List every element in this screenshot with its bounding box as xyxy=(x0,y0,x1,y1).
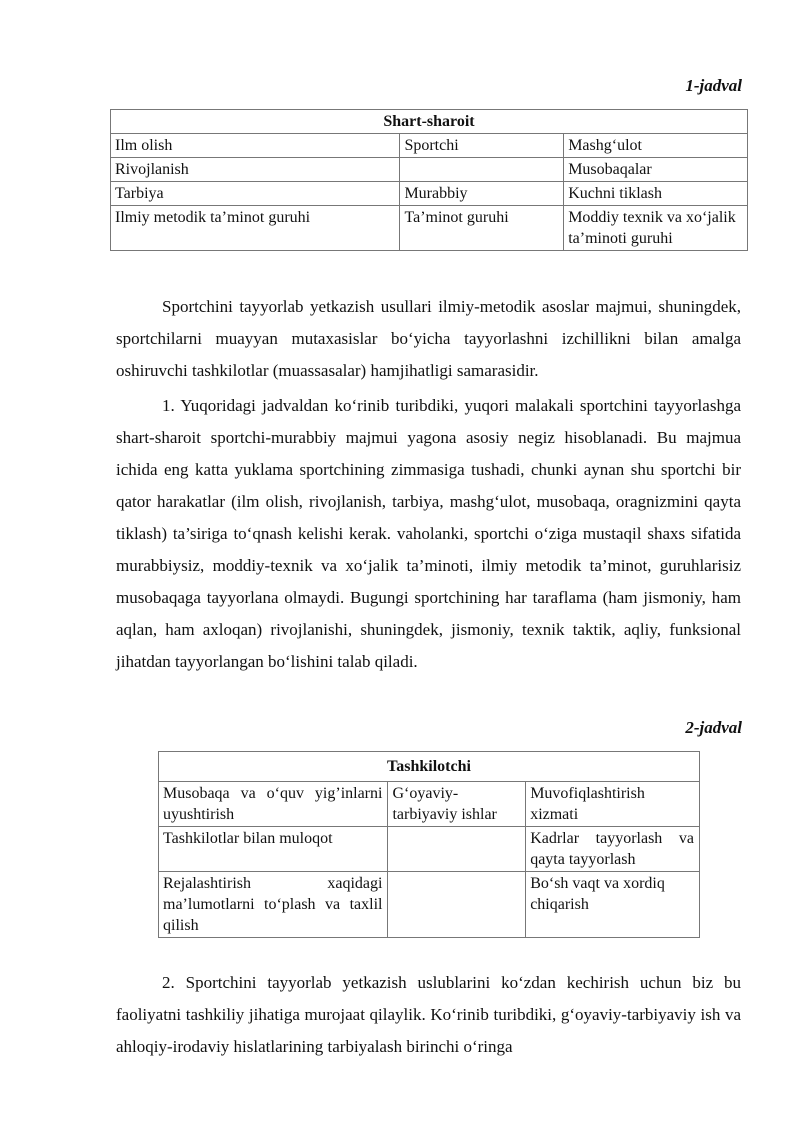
table-row xyxy=(159,782,700,827)
table1-caption: 1-jadval xyxy=(685,76,742,95)
paragraph-1: Sportchini tayyorlab yetkazish usullari ilmiy-metodik asoslar majmui, shuningdek, sportchilarni muayyan mutaxasislar bo‘yicha tayyorlashni izchillikni bilan amalga oshiruvchi tashkilotlar (muassasalar) hamjihatligi samarasidir. xyxy=(116,297,741,380)
table-cell: Ilm olish xyxy=(111,134,400,158)
paragraph-2: 1. Yuqoridagi jadvaldan ko‘rinib turibdiki, yuqori malakali sportchini tayyorlashga shart-sharoit sportchi-murabbiy majmui yagona asosiy negiz hisoblanadi. Bu majmua ichida eng katta yuklama sportchining zimmasiga tushadi, chunki aynan shu sportchi bir qator harakatlar (ilm olish, rivojlanish, tarbiya, mashg‘ulot, musobaqa, oragnizmini qayta tiklash) ta’siriga to‘qnash kelishi kerak. vaholanki, sportchi o‘ziga mustaqil shaxs sifatida murabbiysiz, moddiy-texnik va xo‘jalik ta’minoti, ilmiy metodik ta’minot, guruhlarisiz musobaqaga tayyorlana olmaydi. Bugungi sportchining har taraflama (ham jismoniy, ham aqlan, ham axloqan) rivojlanishi, shuningdek, jismoniy, texnik taktik, aqliy, funksional jihatdan tayyorlangan bo‘lishini talab qiladi. xyxy=(116,396,741,671)
paragraph-3: 2. Sportchini tayyorlab yetkazish uslublarini ko‘zdan kechirish uchun biz bu faoliyatni tashkiliy jihatiga murojaat qilaylik. Ko‘rinib turibdiki, g‘oyaviy-tarbiyaviy ish va ahloqiy-irodaviy hislatlarining tarbiyalash birinchi o‘ringa xyxy=(116,973,741,1056)
table-row xyxy=(159,827,700,872)
table1 xyxy=(110,109,748,251)
table-cell: Musobaqa va o‘quv yig’inlarni uyushtirish xyxy=(159,782,388,827)
table2-header: Tashkilotchi xyxy=(159,752,700,782)
table-cell: Tarbiya xyxy=(111,182,400,206)
table-row xyxy=(111,206,748,251)
table-cell: Tashkilotlar bilan muloqot xyxy=(159,827,388,872)
table-row xyxy=(111,158,748,182)
table1-header: Shart-sharoit xyxy=(111,110,748,134)
table-row xyxy=(111,134,748,158)
table-cell: Kadrlar tayyorlash va qayta tayyorlash xyxy=(526,827,700,872)
table-cell: Rivojlanish xyxy=(111,158,400,182)
table2-caption: 2-jadval xyxy=(685,718,742,737)
table-cell: Kuchni tiklash xyxy=(564,182,748,206)
table-cell: Murabbiy xyxy=(400,182,564,206)
table-cell: Ilmiy metodik ta’minot guruhi xyxy=(111,206,400,251)
table-row xyxy=(111,182,748,206)
table-cell: Mashg‘ulot xyxy=(564,134,748,158)
table-cell: Rejalashtirish xaqidagi ma’lumotlarni to‘plash va taxlil qilish xyxy=(159,872,388,938)
table-cell: Musobaqalar xyxy=(564,158,748,182)
table-cell xyxy=(400,158,564,182)
table-cell: Moddiy texnik va xo‘jalik ta’minoti guruhi xyxy=(564,206,748,251)
table-cell: Bo‘sh vaqt va xordiq chiqarish xyxy=(526,872,700,938)
table-cell: G‘oyaviy-tarbiyaviy ishlar xyxy=(388,782,526,827)
table-cell: Muvofiqlashtirish xizmati xyxy=(526,782,700,827)
table-cell xyxy=(388,872,526,938)
table-cell: Ta’minot guruhi xyxy=(400,206,564,251)
table-cell xyxy=(388,827,526,872)
table-cell: Sportchi xyxy=(400,134,564,158)
table2 xyxy=(158,751,700,938)
table-row xyxy=(159,872,700,938)
